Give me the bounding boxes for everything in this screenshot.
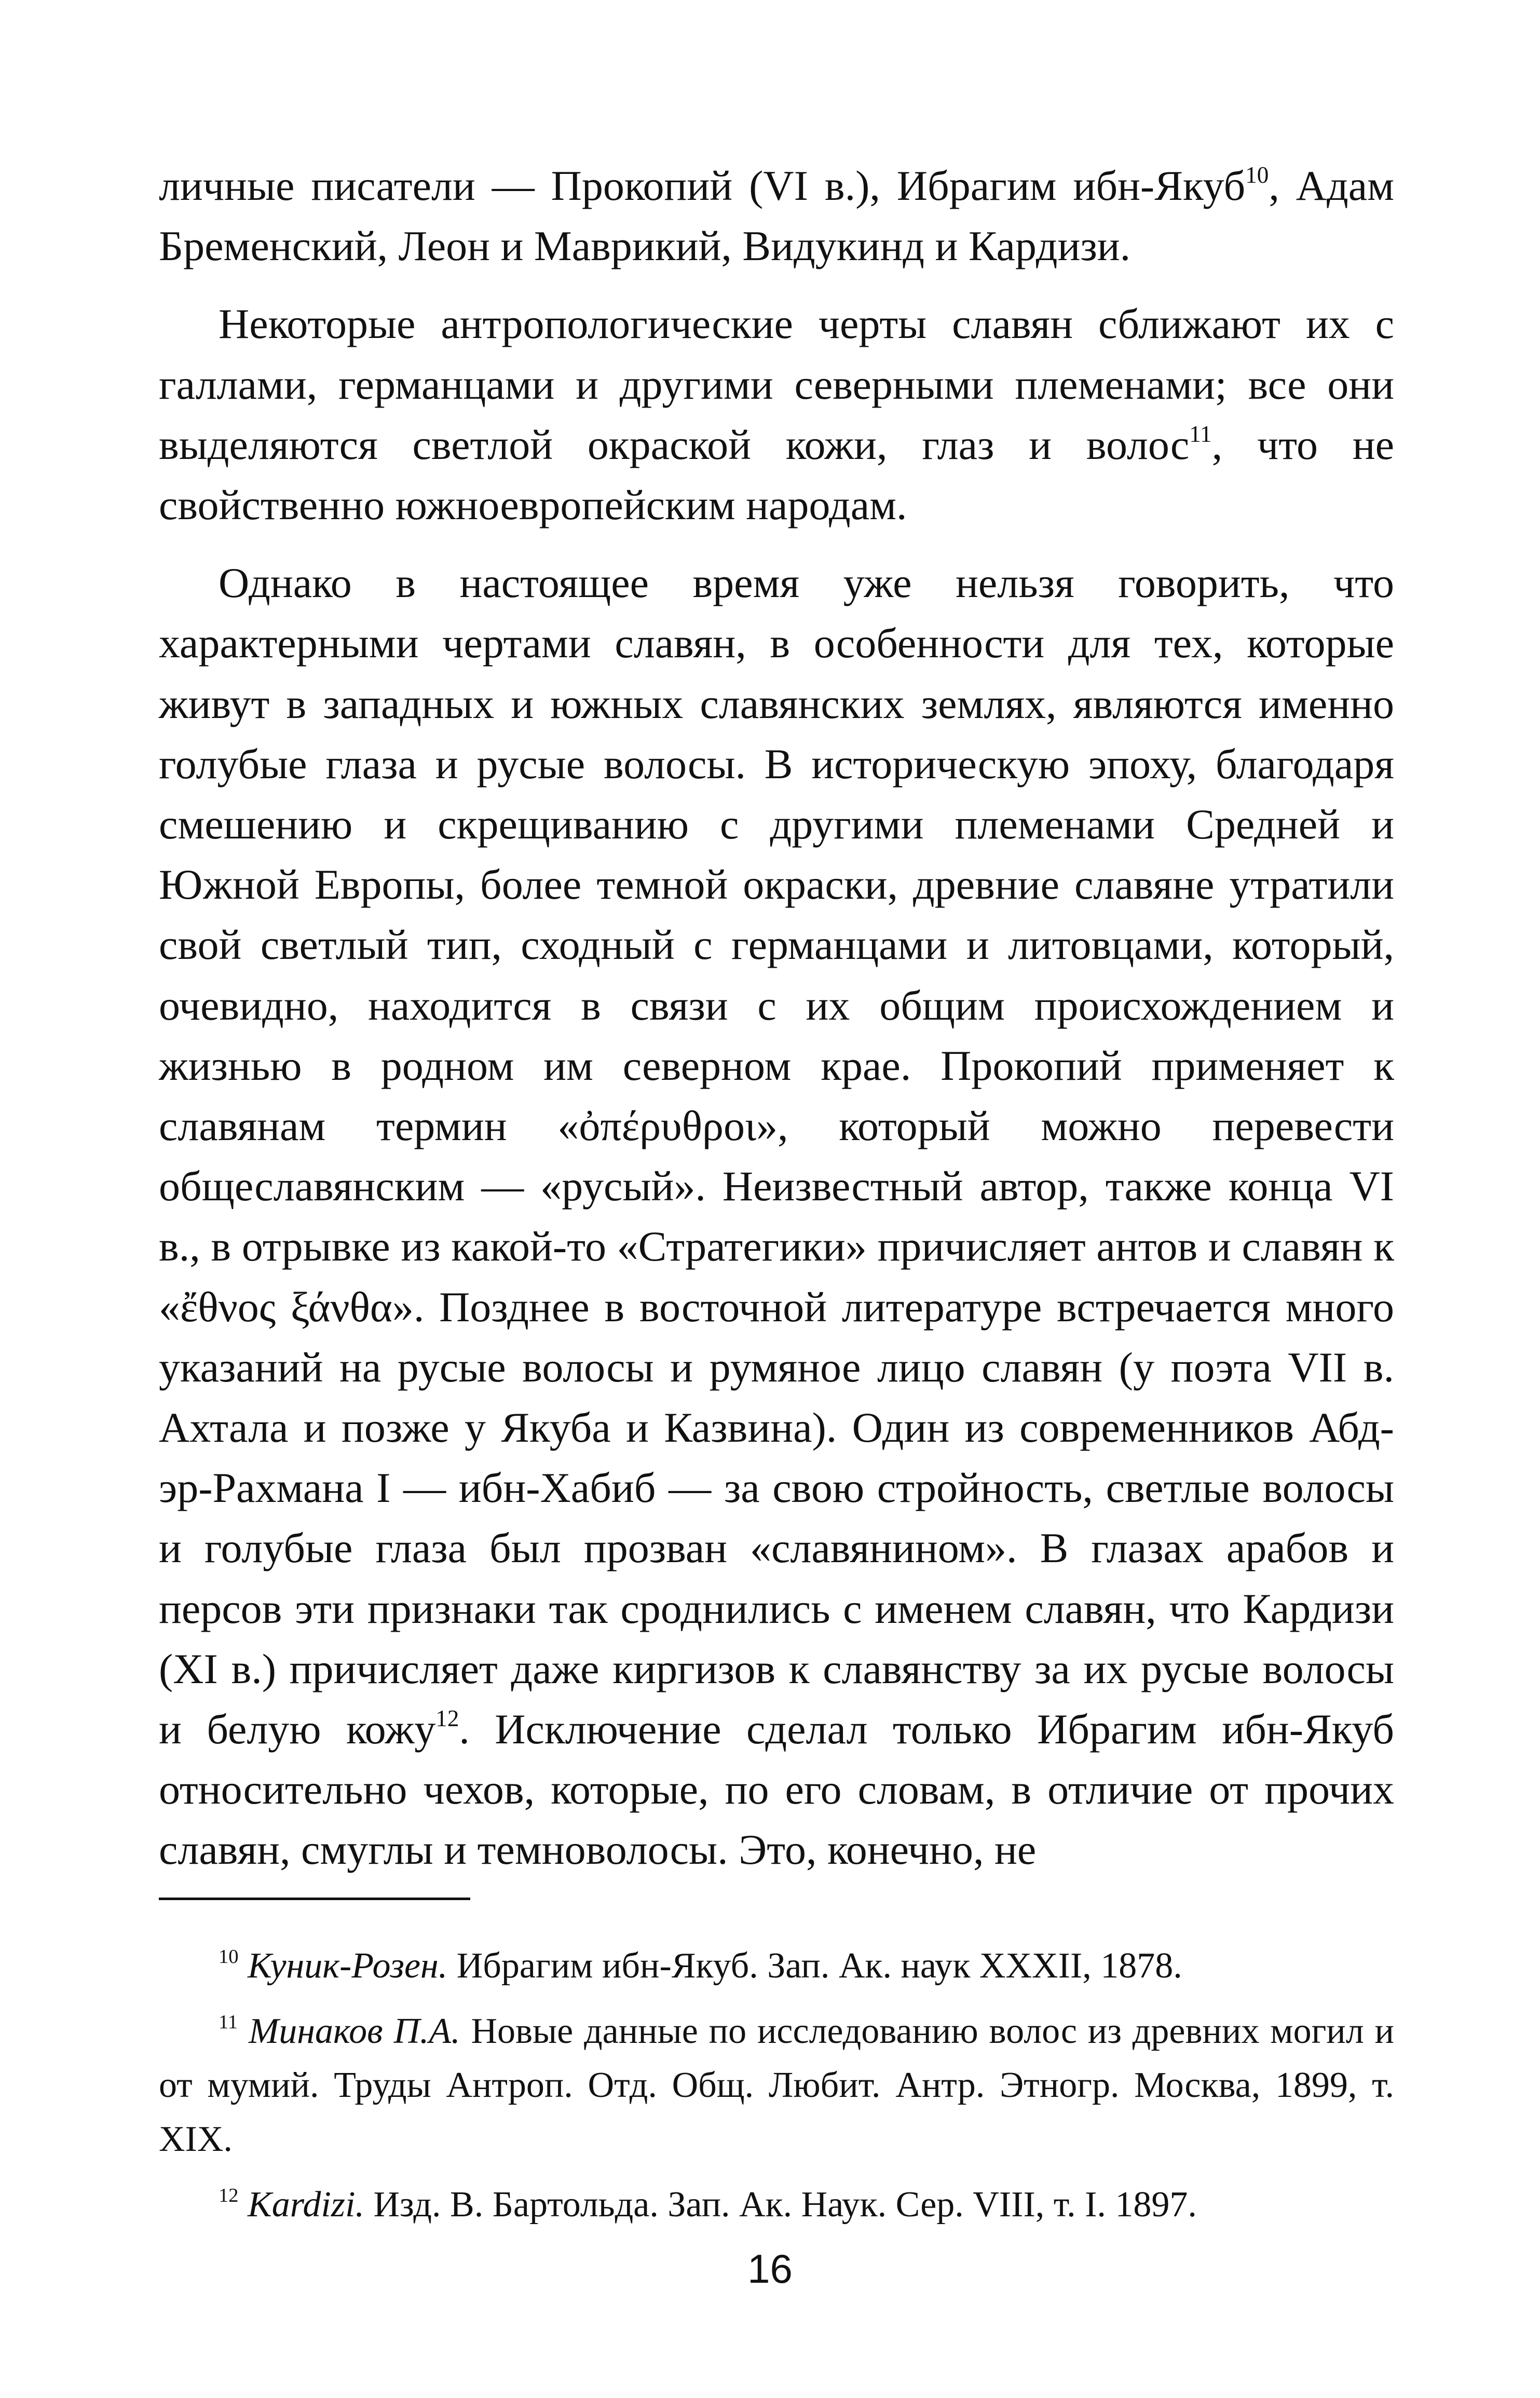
footnote-10 xyxy=(159,1939,1394,1993)
footnote-number: 10 xyxy=(219,1945,239,1968)
footnote-number: 11 xyxy=(219,2011,238,2033)
paragraph-1-tail: , Адам Бременский, Леон и Маврикий, Видукинд и Кардизи. xyxy=(159,162,1394,270)
paragraph-3-text: Однако в настоящее время уже нельзя говорить, что характерными чертами славян, в особенности для тех, которые живут в западных и южных славянских землях, являются именно голубые глаза и русые волосы. В историческую эпоху, благодаря смешению и скрещиванию с другими племенами Средней и Южной Европы, более темной окраски, древние славяне утратили свой светлый тип, сходный с германцами и литовцами, который, очевидно, находится в связи с их общим происхождением и жизнью в родном им северном крае. Прокопий применяет к славянам термин «ὀπέρυθροι», который можно перевести общеславянским — «русый». Неизвестный автор, также конца VI в., в отрывке из какой-то «Стратегики» причисляет антов и славян к «ἔθνος ξάνθα». Позднее в восточной литературе встречается много указаний на русые волосы и румяное лицо славян (у поэта VII в. Ахтала и позже у Якуба и Казвина). Один из современников Абд-эр-Рахмана I — ибн-Хабиб — за свою стройность, светлые волосы и голубые глаза был прозван «славянином». В глазах арабов и персов эти признаки так сроднились с именем славян, что Кардизи (XI в.) причисляет даже киргизов к славянству за их русые волосы и белую кожу xyxy=(159,559,1394,1753)
footnote-author: Куник-Розен. xyxy=(248,1946,448,1986)
footnote-text: Изд. В. Бартольда. Зап. Ак. Наук. Сер. VIII, т. I. 1897. xyxy=(364,2185,1197,2225)
paragraph-2-tail: , что не свойственно южноевропейским народам. xyxy=(159,421,1394,529)
paragraph-2 xyxy=(159,294,1394,535)
paragraph-3 xyxy=(159,553,1394,1880)
paragraph-3-tail: . Исключение сделал только Ибрагим ибн-Якуб относительно чехов, которые, по его словам, в отличие от прочих славян, смуглы и темноволосы. Это, конечно, не xyxy=(159,1705,1395,1874)
paragraph-1 xyxy=(159,156,1394,276)
footnote-text: Новые данные по исследованию волос из древних могил и от мумий. Труды Антроп. Отд. Общ. Любит. Антр. Этногр. Москва, 1899, т. XIX. xyxy=(159,2011,1395,2159)
main-text xyxy=(159,156,1394,1880)
page-number: 16 xyxy=(747,2246,793,2292)
paragraph-2-text: Некоторые антропологические черты славян сближают их с галлами, германцами и другими северными племенами; все они выделяются светлой окраской кожи, глаз и волос xyxy=(159,300,1394,468)
footnote-author: Минаков П.А. xyxy=(248,2011,460,2051)
footnote-ref-12: 12 xyxy=(435,1705,459,1732)
footnote-11 xyxy=(159,2004,1394,2166)
footnotes xyxy=(159,1939,1394,2243)
paragraph-1-text: личные писатели — Прокопий (VI в.), Ибрагим ибн-Якуб xyxy=(159,162,1246,209)
footnote-ref-11: 11 xyxy=(1189,421,1212,447)
footnote-12 xyxy=(159,2178,1394,2232)
footnote-separator xyxy=(159,1898,470,1900)
footnote-author: Kardizi. xyxy=(248,2185,364,2225)
footnote-text: Ибрагим ибн-Якуб. Зап. Ак. наук XXXII, 1878. xyxy=(447,1946,1182,1986)
footnote-ref-10: 10 xyxy=(1245,162,1269,188)
footnote-number: 12 xyxy=(219,2184,239,2206)
